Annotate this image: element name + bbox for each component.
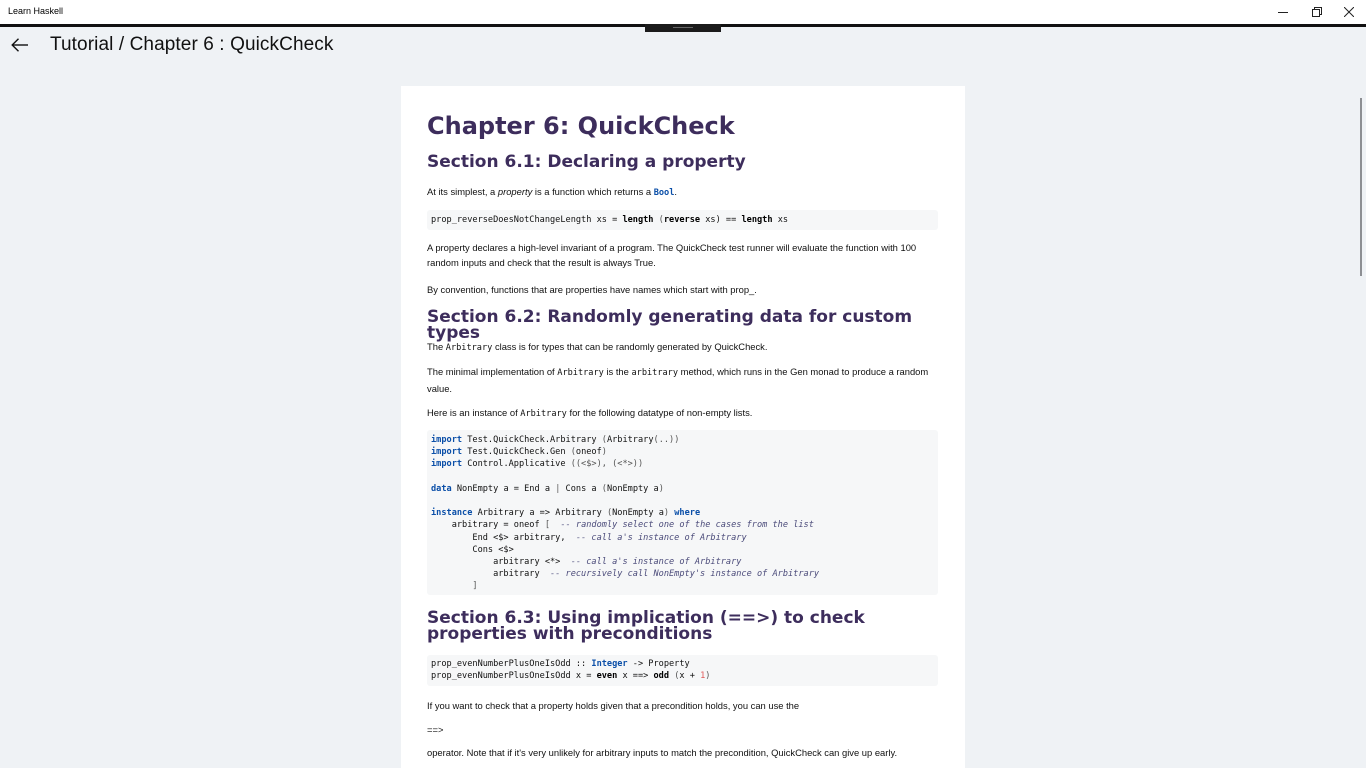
section-6-1-paragraph-3: By convention, functions that are properties have names which start with prop_. [427, 284, 757, 295]
back-arrow-icon [11, 38, 29, 52]
section-6-2-title: Section 6.2: Randomly generating data for custom types [427, 307, 913, 343]
close-button[interactable] [1326, 0, 1366, 24]
title-bar [0, 0, 1366, 24]
section-6-1-intro: At its simplest, a property is a function which returns a Bool. [427, 186, 677, 198]
section-6-3-paragraph-2: operator. Note that if it's very unlikely for arbitrary inputs to match the precondition, QuickCheck can give up early. [427, 747, 898, 758]
section-6-1-title: Section 6.1: Declaring a property [427, 152, 746, 172]
code-block-arbitrary-instance: import Test.QuickCheck.Arbitrary (Arbitrary(..)) import Test.QuickCheck.Gen (oneof) import Control.Applicative ((<$>), (<*>)) data NonEmpty a = End a | Cons a (NonEmpty a) instance Arbitrary a => Arbitrary (NonEmpty a) where arbitrary = oneof [ -- randomly select one of the cases from the list End <$> arbitrary, -- call a's instance of Arbitrary Cons <$> arbitrary <*> -- call a's instance of Arbitrary arbitrary -- recursively call NonEmpty's instance of Arbitrary ] [427, 430, 938, 595]
section-6-2-paragraph-2: The minimal implementation of Arbitrary is the arbitrary method, which runs in the Gen monad to produce a random value. [427, 366, 929, 394]
drag-handle[interactable] [645, 24, 721, 32]
page-title: Tutorial / Chapter 6 : QuickCheck [50, 34, 334, 55]
back-button[interactable] [8, 33, 32, 57]
close-icon [1344, 7, 1354, 17]
section-6-2-paragraph-1: The Arbitrary class is for types that can be randomly generated by QuickCheck. [427, 341, 768, 353]
restore-icon [1312, 7, 1322, 17]
scrollbar[interactable] [1360, 98, 1362, 276]
section-6-3-paragraph-1: If you want to check that a property holds given that a precondition holds, you can use the [427, 700, 800, 711]
article-card [401, 86, 965, 768]
chapter-title: Chapter 6: QuickCheck [427, 112, 735, 140]
section-6-3-operator: ==> [427, 724, 444, 735]
app-title: Learn Haskell [8, 6, 64, 16]
code-block-reverse-property: prop_reverseDoesNotChangeLength xs = length (reverse xs) == length xs [427, 210, 938, 230]
section-6-2-paragraph-3: Here is an instance of Arbitrary for the following datatype of non-empty lists. [427, 407, 753, 419]
section-6-3-title: Section 6.3: Using implication (==>) to check properties with preconditions [427, 608, 865, 644]
minimize-icon [1278, 7, 1288, 17]
code-block-implication: prop_evenNumberPlusOneIsOdd :: Integer -> Property prop_evenNumberPlusOneIsOdd x = even x ==> odd (x + 1) [427, 655, 938, 686]
section-6-1-paragraph-2: A property declares a high-level invariant of a program. The QuickCheck test runner will evaluate the function with 100 random inputs and check that the result is always True. [427, 242, 917, 268]
